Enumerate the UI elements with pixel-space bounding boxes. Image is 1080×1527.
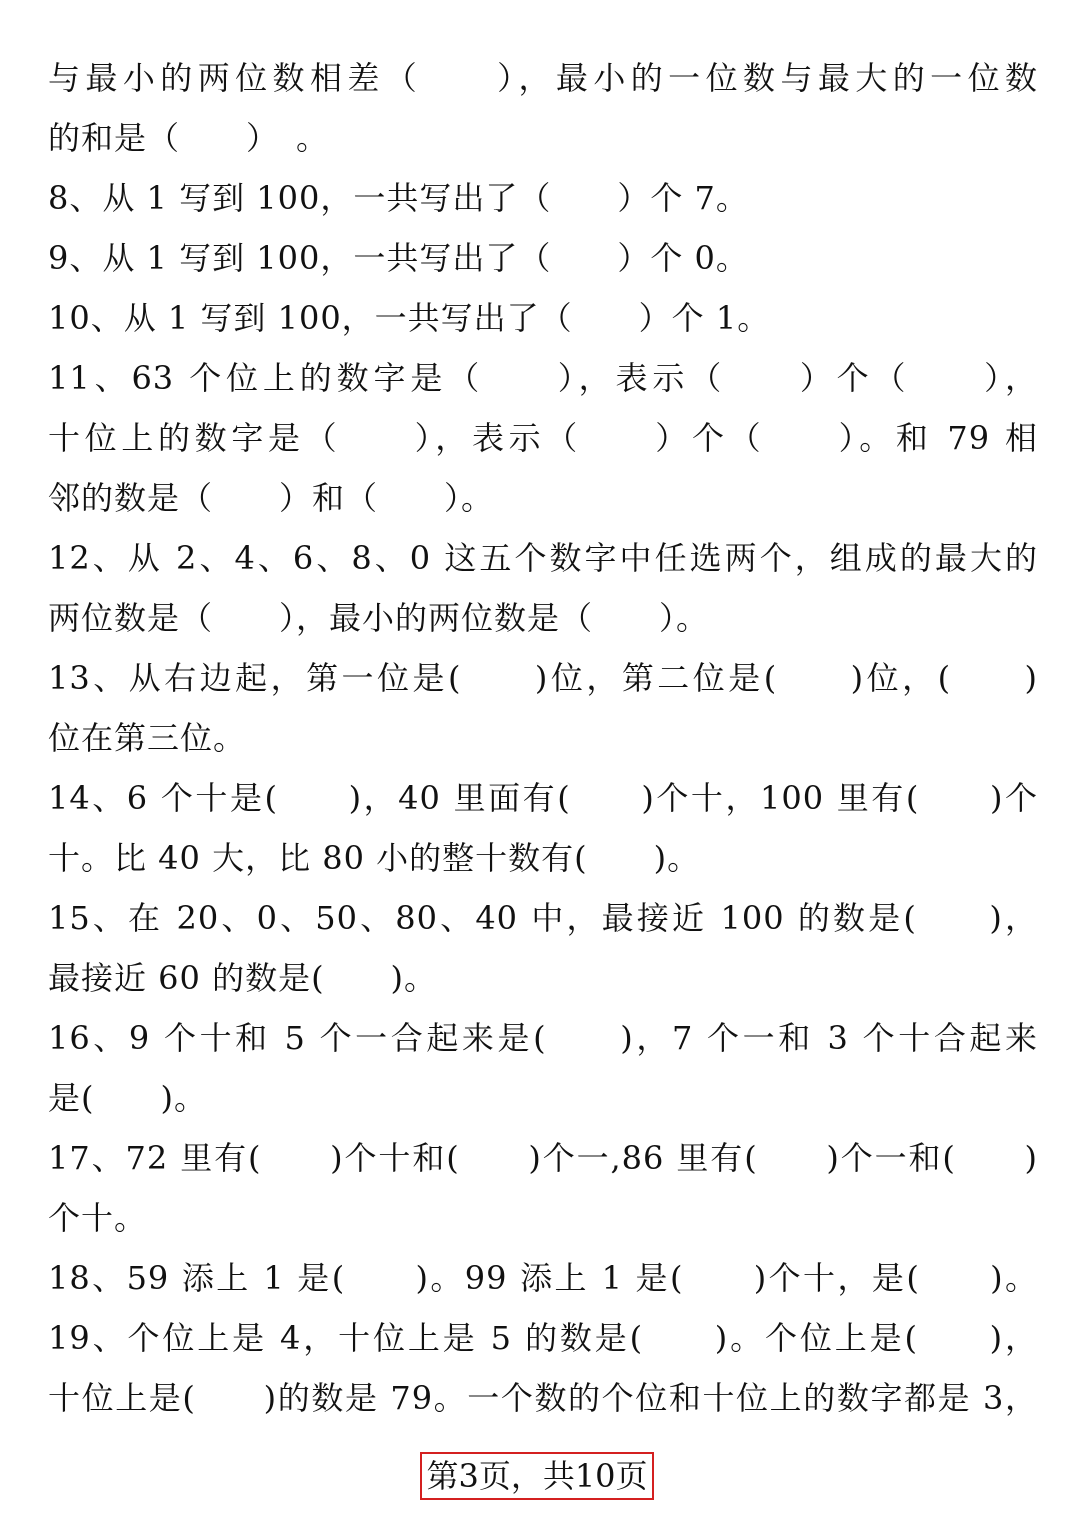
- question-line: 的和是（ ） 。: [48, 119, 330, 157]
- question-line: 邻的数是（ ）和（ ）。: [48, 479, 495, 517]
- question-8: 8、从 1 写到 100，一共写出了（ ）个 7。: [48, 179, 749, 217]
- question-line: 十。比 40 大，比 80 小的整十数有( )。: [48, 839, 701, 877]
- question-line: 十位上是( )的数是 79。一个数的个位和十位上的数字都是 3，: [48, 1379, 1038, 1417]
- page-number-label: 第3页，共10页: [420, 1452, 654, 1500]
- question-line: 十位上的数字是（ ），表示（ ）个（ ）。和 79 相: [48, 419, 1038, 457]
- question-line: 是( )。: [48, 1079, 207, 1117]
- question-16: 16、9 个十和 5 个一合起来是( )，7 个一和 3 个十合起来: [48, 1019, 1038, 1057]
- question-18: 18、59 添上 1 是( )。99 添上 1 是( )个十，是( )。: [48, 1259, 1038, 1297]
- question-10: 10、从 1 写到 100，一共写出了（ ）个 1。: [48, 299, 771, 337]
- question-line: 位在第三位。: [48, 719, 247, 757]
- question-line: 两位数是（ ），最小的两位数是（ ）。: [48, 599, 710, 637]
- question-14: 14、6 个十是( )，40 里面有( )个十，100 里有( )个: [48, 779, 1038, 817]
- question-line: 与最小的两位数相差（ ），最小的一位数与最大的一位数: [48, 59, 1038, 97]
- question-line: 最接近 60 的数是( )。: [48, 959, 438, 997]
- question-19: 19、个位上是 4，十位上是 5 的数是( )。个位上是( )，: [48, 1319, 1038, 1357]
- question-17: 17、72 里有( )个十和( )个一,86 里有( )个一和( ): [48, 1139, 1038, 1177]
- question-9: 9、从 1 写到 100，一共写出了（ ）个 0。: [48, 239, 749, 277]
- question-13: 13、从右边起，第一位是( )位，第二位是( )位，( ): [48, 659, 1038, 697]
- question-text-block: [48, 48, 1038, 1428]
- question-line: 个十。: [48, 1199, 148, 1237]
- question-12: 12、从 2、4、6、8、0 这五个数字中任选两个，组成的最大的: [48, 539, 1038, 577]
- question-11: 11、63 个位上的数字是（ ），表示（ ）个（ ），: [48, 359, 1038, 397]
- question-15: 15、在 20、0、50、80、40 中，最接近 100 的数是( )，: [48, 899, 1038, 937]
